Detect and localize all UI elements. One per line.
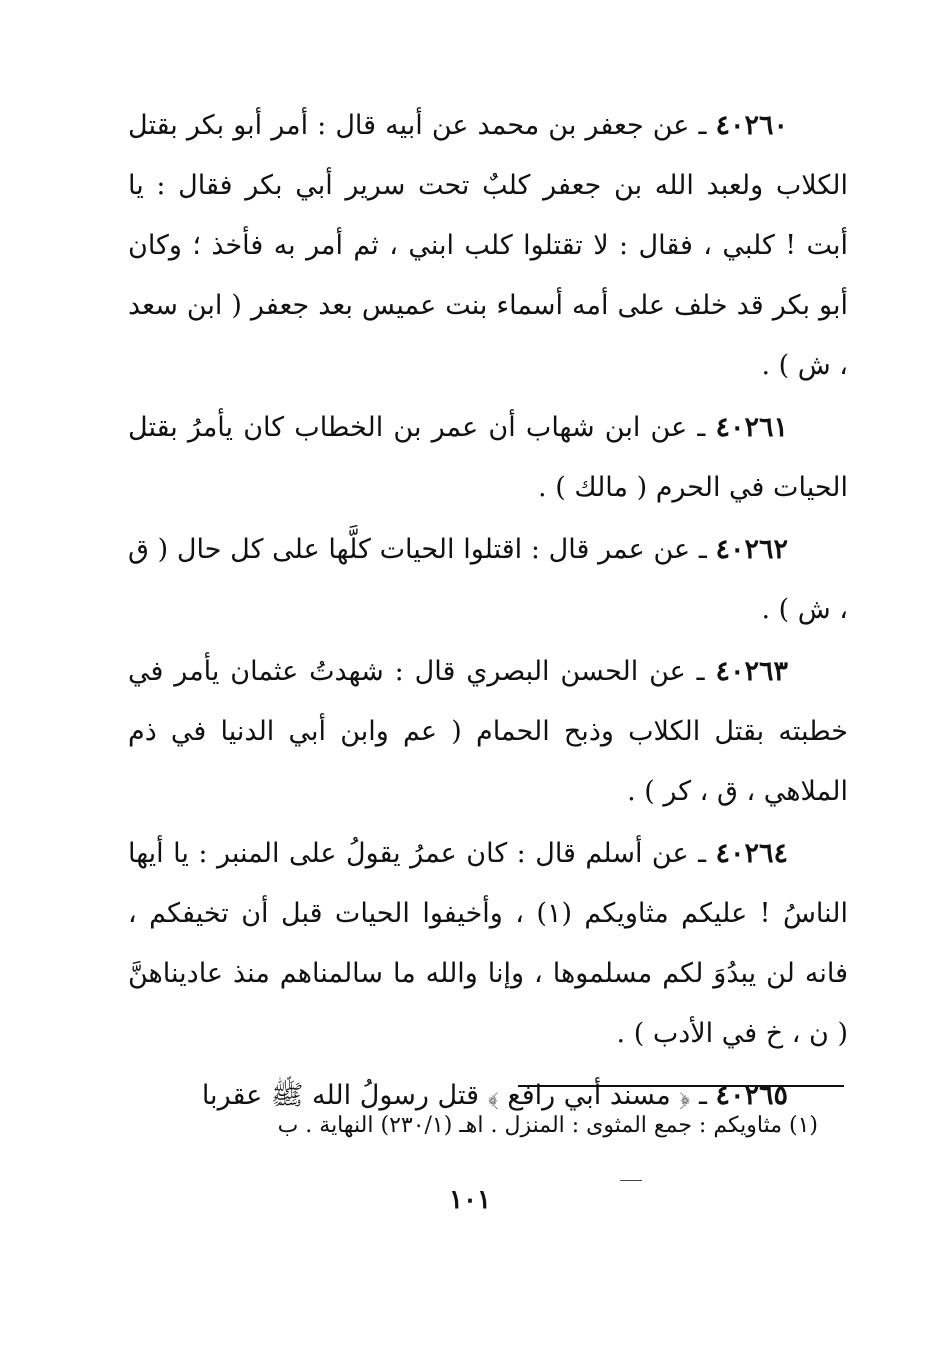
entry-dash: ـ bbox=[697, 412, 706, 443]
hadith-text: عن أسلم قال : كان عمرُ يقولُ على المنبر : يا أيها الناسُ ! عليكم مثاويكم (١) ، وأخيفوا الحيات قبل أن تخيفكم ، فانه لن يبدُوَ لكم مسلموها ، وإنا والله ما سالمناهم منذ عاديناهنَّ ( ن ، خ في الأدب ) . bbox=[128, 838, 848, 1049]
footnote: (١) مثاويكم : جمع المثوى : المنزل . اهـ (٢٣٠/١) النهاية . ب bbox=[277, 1113, 818, 1138]
hadith-entry bbox=[128, 824, 848, 1064]
entry-dash: ـ bbox=[696, 656, 705, 687]
hadith-text: ﴿ مسند أبي رافع ﴾ قتل رسولُ الله ﷺ عقربا bbox=[201, 1080, 691, 1111]
hadith-entry bbox=[128, 520, 848, 640]
hadith-number: ٤٠٢٦٤ bbox=[715, 838, 789, 869]
hadith-text: عن الحسن البصري قال : شهدتُ عثمان يأمر في خطبته بقتل الكلاب وذبح الحمام ( عم وابن أبي الدنيا في ذم الملاهي ، ق ، كر ) . bbox=[128, 656, 848, 807]
entry-dash: ـ bbox=[698, 534, 707, 565]
main-text bbox=[128, 96, 848, 1128]
hadith-text: عن جعفر بن محمد عن أبيه قال : أمر أبو بكر بقتل الكلاب ولعبد الله بن جعفر كلبٌ تحت سرير أبي بكر فقال : يا أبت ! كلبي ، فقال : لا تقتلوا كلب ابني ، ثم أمر به فأخذ ؛ وكان أبو بكر قد خلف على أمه أسماء بنت عميس بعد جعفر ( ابن سعد ، ش ) . bbox=[128, 110, 848, 381]
hadith-number: ٤٠٢٦٥ bbox=[715, 1080, 788, 1111]
entry-dash: ـ bbox=[698, 1080, 707, 1111]
hadith-text: عن عمر قال : اقتلوا الحيات كلَّها على كل حال ( ق ، ش ) . bbox=[128, 534, 848, 625]
footnote-end-mark bbox=[620, 1180, 642, 1181]
hadith-number: ٤٠٢٦٣ bbox=[715, 656, 788, 687]
hadith-entry bbox=[128, 96, 848, 396]
hadith-entry bbox=[128, 642, 848, 822]
page-number: ١٠١ bbox=[449, 1185, 491, 1215]
hadith-number: ٤٠٢٦١ bbox=[715, 412, 788, 443]
footnote-separator bbox=[518, 1085, 844, 1087]
entry-dash: ـ bbox=[698, 838, 707, 869]
hadith-entry bbox=[128, 398, 848, 518]
entry-dash: ـ bbox=[698, 110, 707, 141]
hadith-text: عن ابن شهاب أن عمر بن الخطاب كان يأمرُ بقتل الحيات في الحرم ( مالك ) . bbox=[128, 412, 848, 503]
hadith-number: ٤٠٢٦٢ bbox=[715, 534, 789, 565]
hadith-number: ٤٠٢٦٠ bbox=[715, 110, 788, 141]
